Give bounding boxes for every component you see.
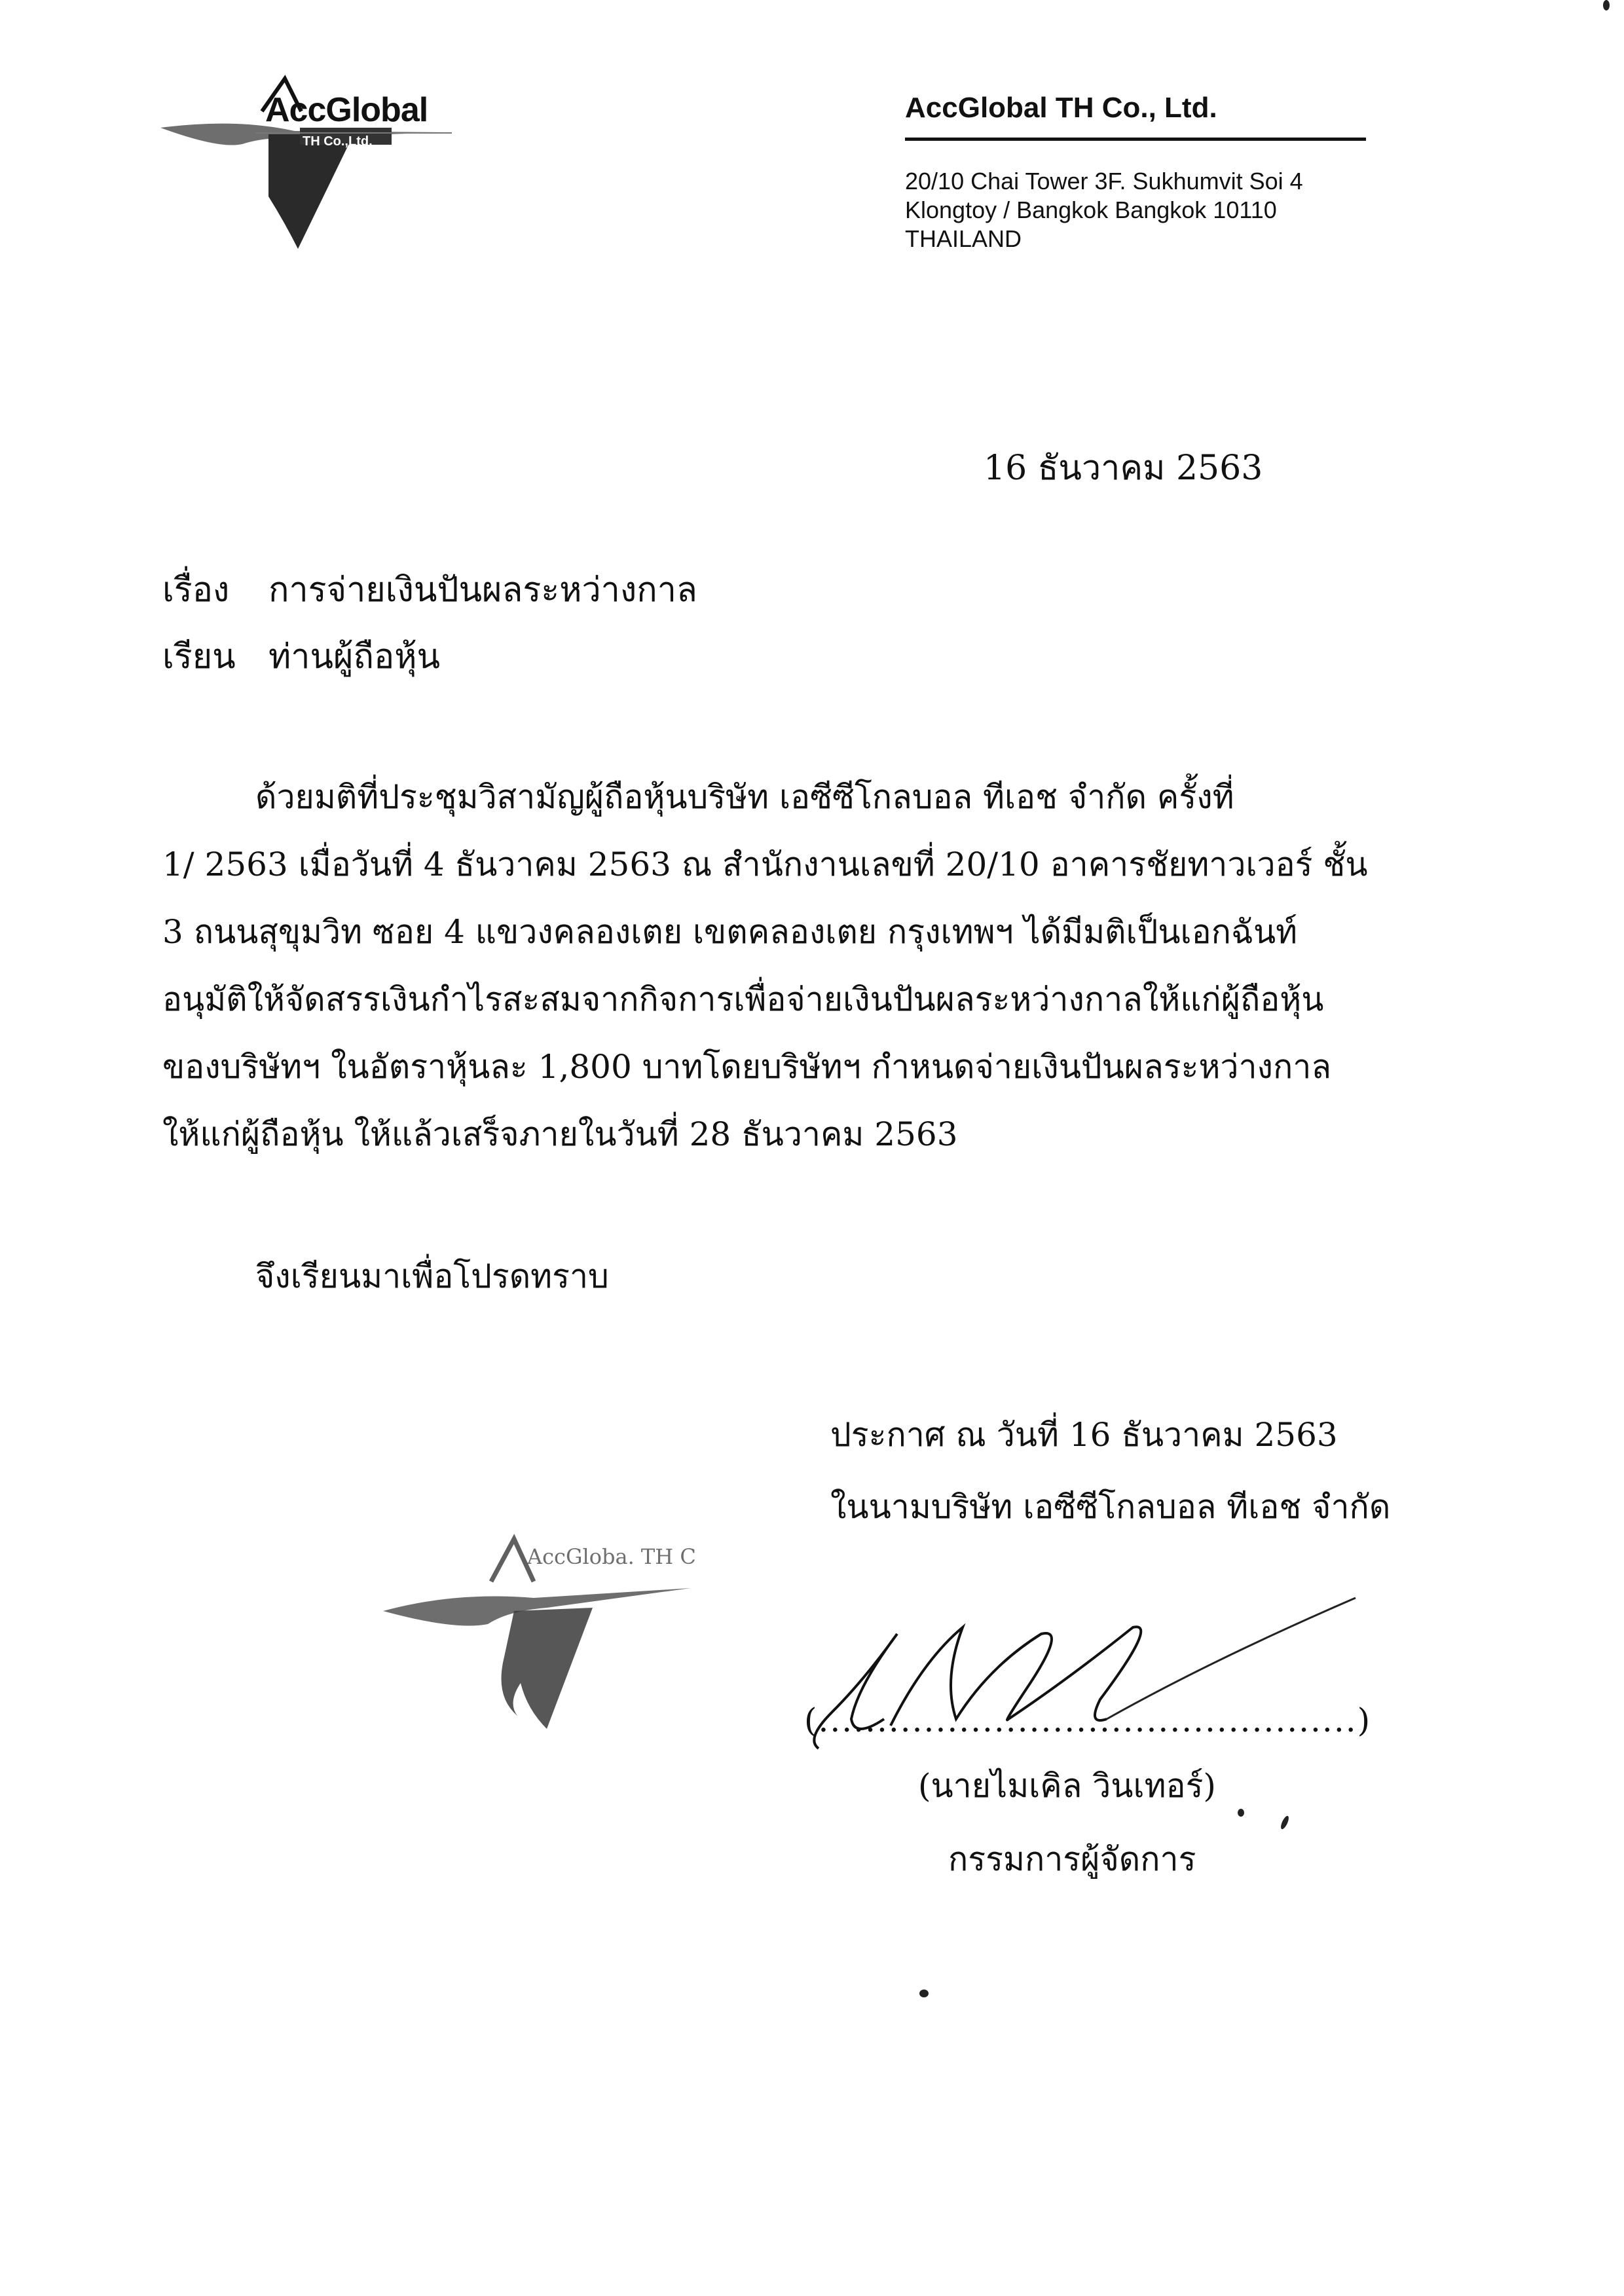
company-name: AccGlobal TH Co., Ltd. [905,92,1217,124]
signatory-name: (นายไมเคิล วินเทอร์) [918,1767,1216,1805]
announcement-date: ประกาศ ณ วันที่ 16 ธันวาคม 2563 [830,1416,1338,1454]
logo-wordmark: AccGlobal [265,91,428,129]
scan-speck [1603,0,1610,10]
salutation-label: เรียน [162,637,236,676]
scan-speck [919,1990,929,1997]
subject-value: การจ่ายเงินปันผลระหว่างกาล [268,570,697,610]
body-line: ให้แก่ผู้ถือหุ้น ให้แล้วเสร็จภายในวันที่ 28 ธันวาคม 2563 [162,1115,958,1153]
body-line: ด้วยมติที่ประชุมวิสามัญผู้ถือหุ้นบริษัท เอซีซีโกลบอล ทีเอช จำกัด ครั้งที่ [255,778,1234,816]
scan-speck [1280,1815,1291,1830]
header-divider [905,138,1366,141]
stamp-text: AccGloba. TH C [527,1544,696,1569]
announcement-company: ในนามบริษัท เอซีซีโกลบอล ทีเอช จำกัด [830,1488,1391,1526]
address-line: 20/10 Chai Tower 3F. Sukhumvit Soi 4 [905,168,1303,194]
body-line: อนุมัติให้จัดสรรเงินกำไรสะสมจากกิจการเพื่อจ่ายเงินปันผลระหว่างกาลให้แก่ผู้ถือหุ้น [162,980,1324,1018]
body-line: ของบริษัทฯ ในอัตราหุ้นละ 1,800 บาทโดยบริษัทฯ กำหนดจ่ายเงินปันผลระหว่างกาล [162,1048,1331,1086]
letter-date: 16 ธันวาคม 2563 [984,449,1263,488]
address-line: THAILAND [905,225,1022,252]
scan-speck [1238,1809,1244,1817]
body-line: 1/ 2563 เมื่อวันที่ 4 ธันวาคม 2563 ณ สำนักงานเลขที่ 20/10 อาคารชัยทาวเวอร์ ชั้น [162,845,1368,883]
letter-body [162,771,1446,1176]
company-address [905,167,1303,253]
subject-label: เรื่อง [162,570,230,610]
body-line: 3 ถนนสุขุมวิท ซอย 4 แขวงคลองเตย เขตคลองเตย กรุงเทพฯ ได้มีมติเป็นเอกฉันท์ [162,913,1298,951]
signatory-title: กรรมการผู้จัดการ [948,1840,1196,1878]
address-line: Klongtoy / Bangkok Bangkok 10110 [905,196,1277,223]
signature-line: (..............................................) [804,1701,1372,1739]
closing-line: จึงเรียนมาเพื่อโปรดทราบ [255,1257,609,1295]
salutation-value: ท่านผู้ถือหุ้น [268,637,441,676]
logo-subtext: TH Co.,Ltd. [303,134,373,149]
